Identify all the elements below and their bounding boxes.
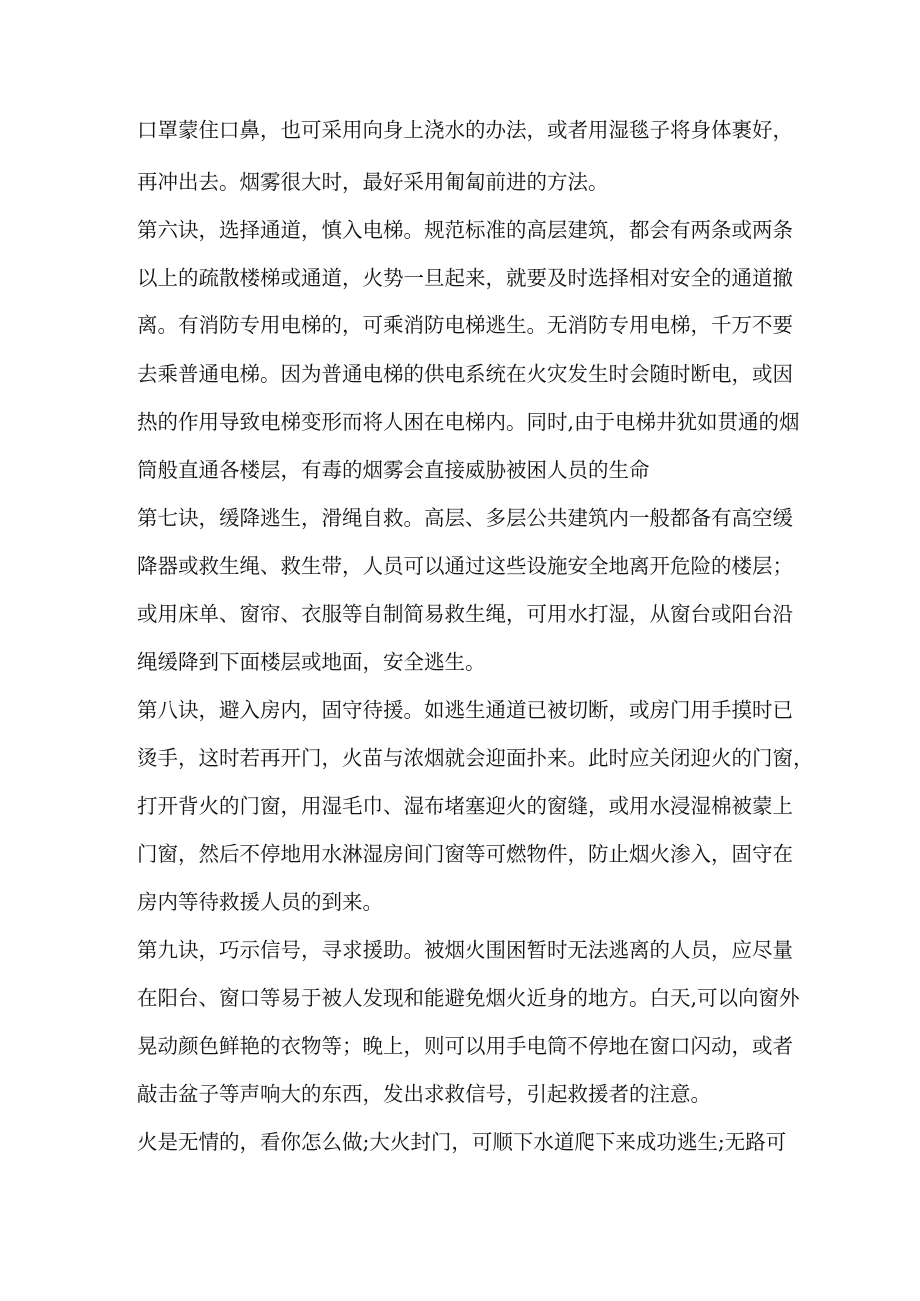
text-line: 第七诀，缓降逃生，滑绳自救。高层、多层公共建筑内一般都备有高空缓: [137, 506, 793, 530]
text-line: 第六诀，选择通道，慎入电梯。规范标准的高层建筑，都会有两条或两条: [137, 218, 793, 242]
text-line: 第九诀，巧示信号，寻求援助。被烟火围困暂时无法逃离的人员，应尽量: [137, 938, 793, 962]
text-line: 口罩蒙住口鼻，也可采用向身上浇水的办法，或者用湿毯子将身体裹好，: [137, 118, 793, 142]
text-line: 筒般直通各楼层，有毒的烟雾会直接威胁被困人员的生命: [137, 458, 650, 482]
text-line: 热的作用导致电梯变形而将人困在电梯内。同时,由于电梯井犹如贯通的烟: [137, 410, 800, 434]
text-line: 打开背火的门窗，用湿毛巾、湿布堵塞迎火的窗缝，或用水浸湿棉被蒙上: [137, 794, 793, 818]
text-line: 房内等待救援人员的到来。: [137, 890, 383, 914]
text-line: 再冲出去。烟雾很大时，最好采用匍匐前进的方法。: [137, 170, 609, 194]
text-line: 离。有消防专用电梯的，可乘消防电梯逃生。无消防专用电梯，千万不要: [137, 313, 793, 337]
text-line: 绳缓降到下面楼层或地面，安全逃生。: [137, 650, 486, 674]
text-line: 或用床单、窗帘、衣服等自制简易救生绳，可用水打湿，从窗台或阳台沿: [137, 602, 793, 626]
text-line: 以上的疏散楼梯或通道，火势一旦起来，就要及时选择相对安全的通道撤: [137, 266, 793, 290]
text-line: 火是无情的，看你怎么做;大火封门，可顺下水道爬下来成功逃生;无路可: [137, 1130, 787, 1154]
text-line: 晃动颜色鲜艳的衣物等；晚上，则可以用手电筒不停地在窗口闪动，或者: [137, 1034, 793, 1058]
text-line: 烫手，这时若再开门，火苗与浓烟就会迎面扑来。此时应关闭迎火的门窗，: [137, 746, 814, 770]
text-line: 降器或救生绳、救生带，人员可以通过这些设施安全地离开危险的楼层；: [137, 554, 793, 578]
text-line: 在阳台、窗口等易于被人发现和能避免烟火近身的地方。白天,可以向窗外: [137, 986, 800, 1010]
text-line: 第八诀，避入房内，固守待援。如逃生通道已被切断，或房门用手摸时已: [137, 698, 793, 722]
text-line: 敲击盆子等声响大的东西，发出求救信号，引起救援者的注意。: [137, 1082, 711, 1106]
text-line: 门窗，然后不停地用水淋湿房间门窗等可燃物件，防止烟火渗入，固守在: [137, 842, 793, 866]
text-line: 去乘普通电梯。因为普通电梯的供电系统在火灾发生时会随时断电，或因: [137, 362, 793, 386]
